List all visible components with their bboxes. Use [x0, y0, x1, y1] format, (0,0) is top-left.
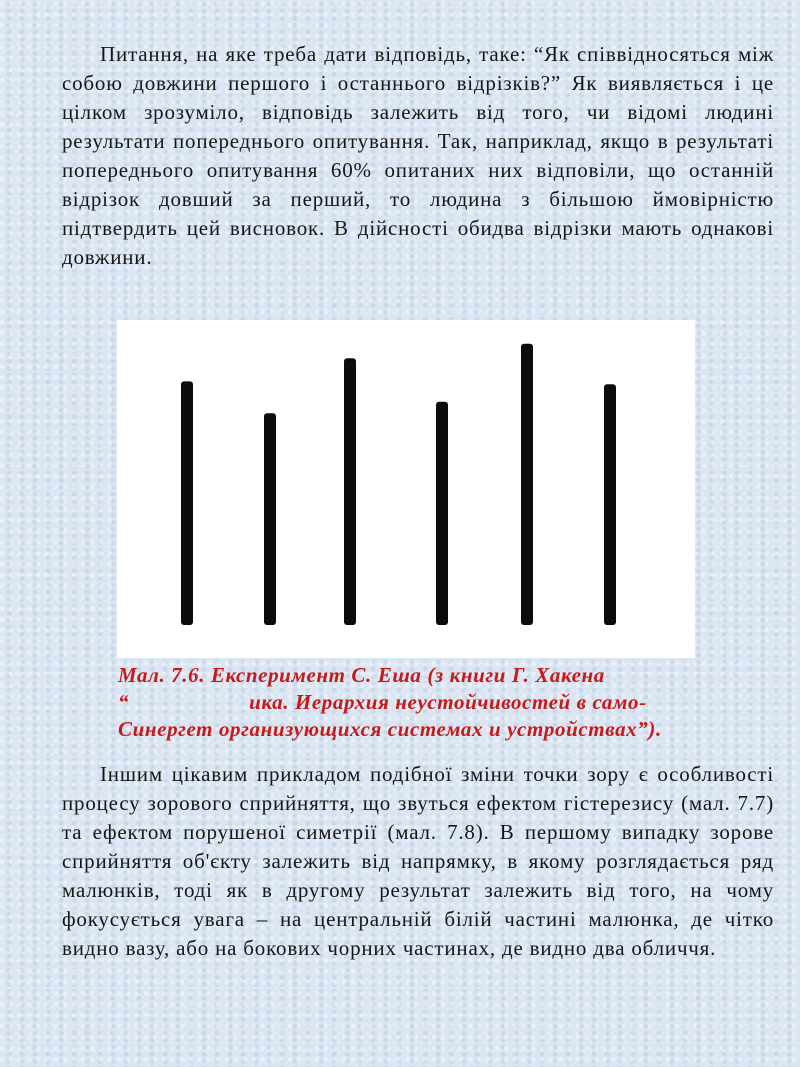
bar-4	[436, 402, 448, 625]
bars-illustration	[117, 320, 695, 658]
caption-line-2: ика. Иерархия неустойчивостей в само-	[249, 690, 647, 714]
figure-caption	[118, 662, 730, 743]
bar-2	[264, 413, 276, 625]
bar-5	[521, 344, 533, 625]
caption-line-3: Синергет организующихся системах и устройствах”).	[118, 717, 662, 741]
bar-3	[344, 358, 356, 625]
paragraph-hysteresis: Іншим цікавим прикладом подібної зміни точки зору є особливості процесу зорового сприйняття, що звуться ефектом гістерезису (мал. 7.7) та ефектом порушеної симетрії (мал. 7.8). В першому випадку зорове сприйняття об'єкту залежить від напрямку, в якому розглядається ряд малюнків, тоді як в другому результат залежить від того, на чому фокусується увага – на центральній білій частині малюнка, де чітко видно вазу, або на бокових чорних частинах, де видно два обличчя.	[62, 762, 774, 960]
bar-1	[181, 381, 193, 625]
paragraph-intro: Питання, на яке треба дати відповідь, таке: “Як співвідносяться між собою довжини першого і останнього відрізків?” Як виявляється і це цілком зрозуміло, відповідь залежить від того, чи відомі людині результати попереднього опитування. Так, наприклад, якщо в результаті попереднього опитування 60% опитаних них відповіли, що останній відрізок довший за перший, то людина з більшою ймовірністю підтвердить цей висновок. В дійсності обидва відрізки мають однакові довжини.	[62, 42, 774, 269]
figure-asch-experiment	[117, 320, 695, 658]
caption-line-1: Мал. 7.6. Експеримент С. Еша (з книги Г. Хакена	[118, 663, 605, 687]
caption-open-quote: “	[118, 690, 130, 714]
bar-6	[604, 384, 616, 625]
